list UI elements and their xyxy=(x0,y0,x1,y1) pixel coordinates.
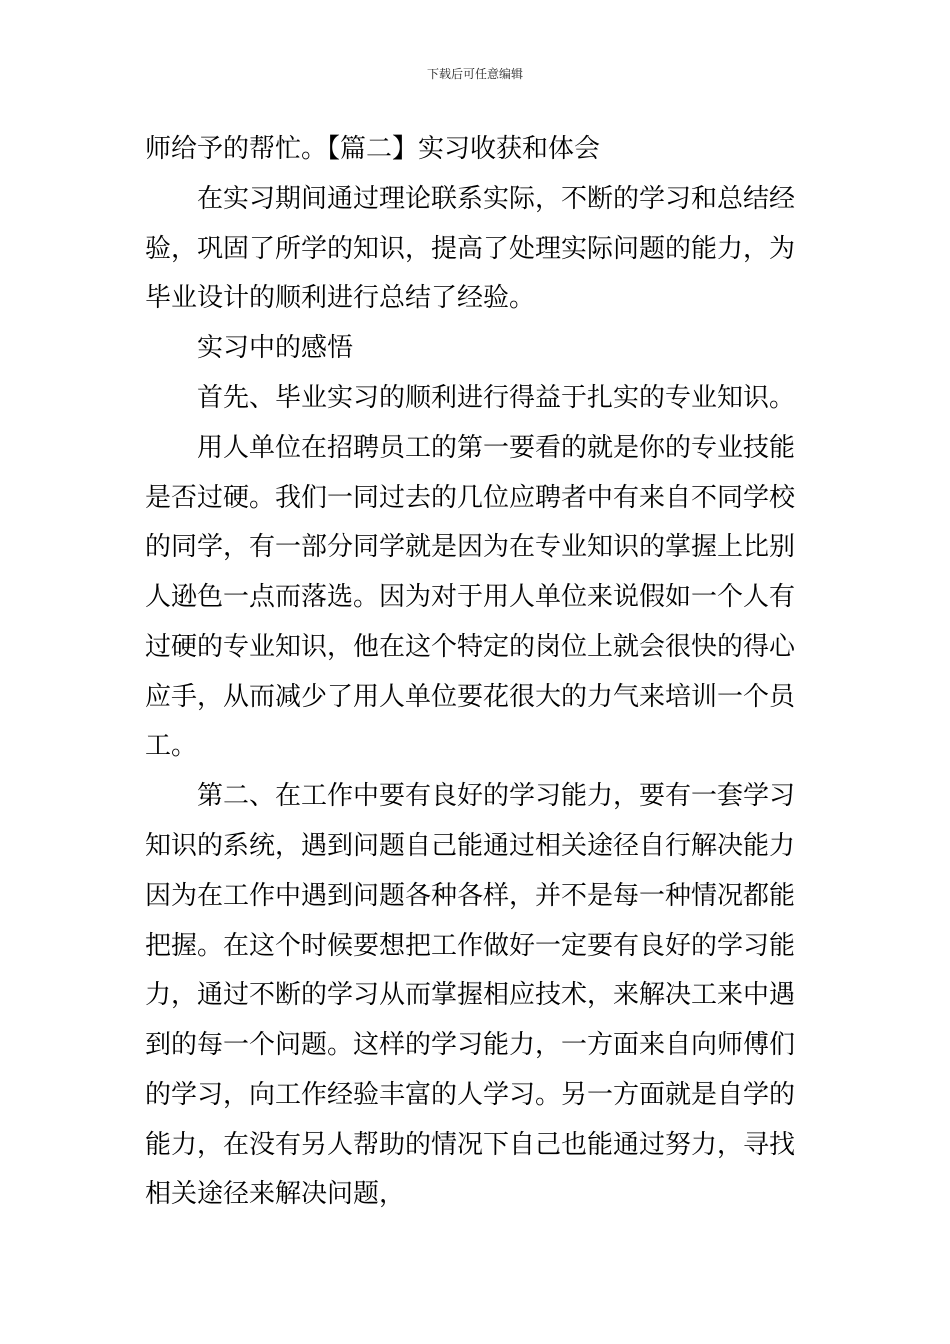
text-line: 的学习，向工作经验丰富的人学习。另一方面就是自学的 xyxy=(145,1080,796,1110)
section-heading: 实习中的感悟 xyxy=(197,333,354,363)
paragraph-start-line: 在实习期间通过理论联系实际，不断的学习和总结经 xyxy=(197,184,796,214)
text-line: 毕业设计的顺利进行总结了经验。 xyxy=(145,283,536,313)
text-line: 人逊色一点而落选。因为对于用人单位来说假如一个人有 xyxy=(145,582,796,612)
text-line: 力，通过不断的学习从而掌握相应技术，来解决工来中遇 xyxy=(145,980,796,1010)
text-line: 的同学，有一部分同学就是因为在专业知识的掌握上比别 xyxy=(145,532,796,562)
text-line: 知识的系统，遇到问题自己能通过相关途径自行解决能力 xyxy=(145,831,796,861)
text-line: 应手，从而减少了用人单位要花很大的力气来培训一个员 xyxy=(145,682,796,712)
text-line: 过硬的专业知识，他在这个特定的岗位上就会很快的得心 xyxy=(145,632,796,662)
text-line: 能力，在没有另人帮助的情况下自己也能通过努力，寻找 xyxy=(145,1130,796,1160)
text-line: 到的每一个问题。这样的学习能力，一方面来自向师傅们 xyxy=(145,1030,796,1060)
text-line: 相关途径来解决问题， xyxy=(145,1179,406,1209)
paragraph-start-line: 首先、毕业实习的顺利进行得益于扎实的专业知识。 xyxy=(197,383,796,413)
text-line: 因为在工作中遇到问题各种各样，并不是每一种情况都能 xyxy=(145,881,796,911)
paragraph-start-line: 第二、在工作中要有良好的学习能力，要有一套学习 xyxy=(197,781,796,811)
text-line: 是否过硬。我们一同过去的几位应聘者中有来自不同学校 xyxy=(145,483,796,513)
text-line: 把握。在这个时候要想把工作做好一定要有良好的学习能 xyxy=(145,931,796,961)
text-line: 验，巩固了所学的知识，提高了处理实际问题的能力，为 xyxy=(145,234,796,264)
paragraph-start-line: 用人单位在招聘员工的第一要看的就是你的专业技能 xyxy=(197,433,796,463)
page-header-note: 下载后可任意编辑 xyxy=(426,67,523,81)
text-line: 师给予的帮忙。【篇二】实习收获和体会 xyxy=(145,134,601,164)
text-line: 工。 xyxy=(145,731,198,761)
